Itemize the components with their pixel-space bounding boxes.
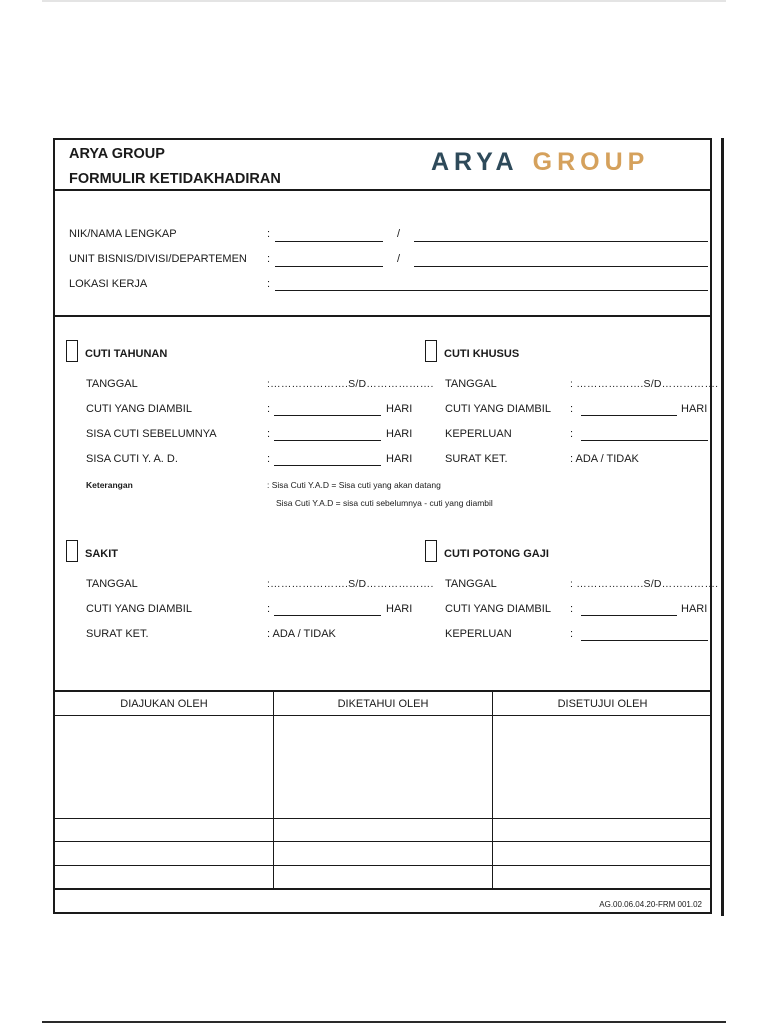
lokasi-colon: :: [267, 278, 271, 290]
lokasi-label: LOKASI KERJA: [69, 278, 148, 290]
ct-cuti-diambil-label: CUTI YANG DIAMBIL: [86, 403, 192, 415]
company-name: ARYA GROUP: [69, 146, 165, 162]
cuti-tahunan-title: CUTI TAHUNAN: [85, 348, 168, 360]
top-rule: [42, 0, 726, 2]
keterangan-note-2: Sisa Cuti Y.A.D = sisa cuti sebelumnya - cuti yang diambil: [276, 498, 493, 508]
sk-cuti-diambil-label: CUTI YANG DIAMBIL: [86, 603, 192, 615]
nik-colon: :: [267, 228, 271, 240]
unit-colon: :: [267, 253, 271, 265]
ct-sisa-yad-label: SISA CUTI Y. A. D.: [86, 453, 178, 465]
identity-divider: [55, 315, 710, 317]
ct-cuti-diambil-hari: HARI: [386, 403, 413, 415]
ck-cuti-diambil-field[interactable]: [581, 415, 677, 416]
cpg-cuti-diambil-label: CUTI YANG DIAMBIL: [445, 603, 551, 615]
cuti-potong-gaji-checkbox[interactable]: [425, 540, 437, 562]
ck-ada-tidak[interactable]: : ADA / TIDAK: [570, 453, 639, 465]
ct-sisa-sebelumnya-field[interactable]: [274, 440, 381, 441]
absence-form: [53, 138, 719, 914]
unit-slash: /: [397, 253, 401, 265]
sk-cuti-diambil-colon: :: [267, 603, 271, 615]
ct-sisa-sebelumnya-label: SISA CUTI SEBELUMNYA: [86, 428, 217, 440]
cpg-cuti-diambil-colon: :: [570, 603, 574, 615]
ck-cuti-diambil-hari: HARI: [681, 403, 708, 415]
cpg-tanggal-range[interactable]: : ……………….S/D…………….: [570, 578, 719, 590]
cpg-tanggal-label: TANGGAL: [445, 578, 497, 590]
cuti-tahunan-checkbox[interactable]: [66, 340, 78, 362]
ck-cuti-diambil-colon: :: [570, 403, 574, 415]
disetujui-oleh-header: DISETUJUI OLEH: [557, 698, 648, 710]
header-divider: [55, 189, 710, 191]
form-right-edge: [721, 138, 724, 916]
form-code: AG.00.06.04.20-FRM 001.02: [599, 900, 702, 909]
sk-tanggal-label: TANGGAL: [86, 578, 138, 590]
unit-field[interactable]: [275, 266, 383, 267]
signature-bottom-border: [55, 888, 710, 890]
ck-keperluan-label: KEPERLUAN: [445, 428, 512, 440]
signature-name-row-top: [55, 818, 710, 819]
signature-name-row-divider: [55, 841, 710, 842]
department-field[interactable]: [414, 266, 708, 267]
ct-cuti-diambil-colon: :: [267, 403, 271, 415]
signature-top-border: [55, 690, 710, 692]
cpg-cuti-diambil-hari: HARI: [681, 603, 708, 615]
sk-surat-label: SURAT KET.: [86, 628, 149, 640]
signature-date-row-divider: [55, 865, 710, 866]
ct-tanggal-label: TANGGAL: [86, 378, 138, 390]
ct-sisa-yad-field[interactable]: [274, 465, 381, 466]
keterangan-label: Keterangan: [86, 480, 133, 490]
sk-ada-tidak[interactable]: : ADA / TIDAK: [267, 628, 336, 640]
ct-cuti-diambil-field[interactable]: [274, 415, 381, 416]
nik-label: NIK/NAMA LENGKAP: [69, 228, 177, 240]
ct-tanggal-range[interactable]: :………………….S/D……………….: [267, 378, 434, 390]
diketahui-oleh-header: DIKETAHUI OLEH: [337, 698, 429, 710]
unit-label: UNIT BISNIS/DIVISI/DEPARTEMEN: [69, 253, 247, 265]
disetujui-signature-box[interactable]: [493, 716, 712, 817]
ck-keperluan-field[interactable]: [581, 440, 708, 441]
bottom-rule: [42, 1021, 726, 1023]
nik-slash: /: [397, 228, 401, 240]
ck-tanggal-label: TANGGAL: [445, 378, 497, 390]
ck-cuti-diambil-label: CUTI YANG DIAMBIL: [445, 403, 551, 415]
sakit-checkbox[interactable]: [66, 540, 78, 562]
ck-keperluan-colon: :: [570, 428, 574, 440]
cuti-khusus-title: CUTI KHUSUS: [444, 348, 520, 360]
ct-sisa-sebelumnya-hari: HARI: [386, 428, 413, 440]
nik-field[interactable]: [275, 241, 383, 242]
lokasi-field[interactable]: [275, 290, 708, 291]
ct-sisa-yad-hari: HARI: [386, 453, 413, 465]
cpg-keperluan-label: KEPERLUAN: [445, 628, 512, 640]
sk-cuti-diambil-hari: HARI: [386, 603, 413, 615]
keterangan-note-1: : Sisa Cuti Y.A.D = Sisa cuti yang akan datang: [267, 480, 441, 490]
diajukan-signature-box[interactable]: [55, 716, 273, 817]
diketahui-signature-box[interactable]: [274, 716, 492, 817]
sk-tanggal-range[interactable]: :………………….S/D……………….: [267, 578, 434, 590]
cpg-keperluan-field[interactable]: [581, 640, 708, 641]
cpg-cuti-diambil-field[interactable]: [581, 615, 677, 616]
form-title: FORMULIR KETIDAKHADIRAN: [69, 171, 281, 187]
ct-sisa-sebelumnya-colon: :: [267, 428, 271, 440]
sakit-title: SAKIT: [85, 548, 118, 560]
cuti-khusus-checkbox[interactable]: [425, 340, 437, 362]
ck-surat-label: SURAT KET.: [445, 453, 508, 465]
arya-group-logo: ARYA GROUP: [431, 148, 650, 176]
cpg-keperluan-colon: :: [570, 628, 574, 640]
ct-sisa-yad-colon: :: [267, 453, 271, 465]
sk-cuti-diambil-field[interactable]: [274, 615, 381, 616]
ck-tanggal-range[interactable]: : ……………….S/D…………….: [570, 378, 719, 390]
full-name-field[interactable]: [414, 241, 708, 242]
diajukan-oleh-header: DIAJUKAN OLEH: [120, 698, 208, 710]
cuti-potong-gaji-title: CUTI POTONG GAJI: [444, 548, 549, 560]
